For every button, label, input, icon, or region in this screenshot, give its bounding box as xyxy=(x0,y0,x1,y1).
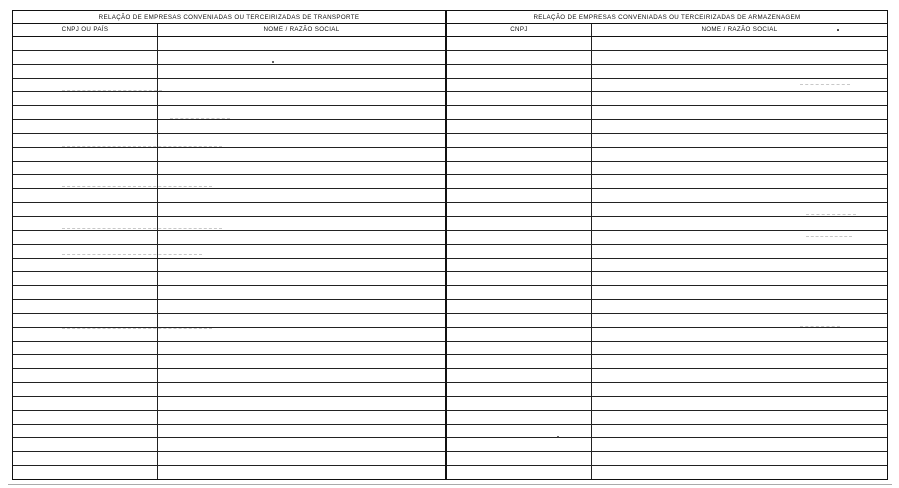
transport-table-row xyxy=(13,272,445,286)
transport-cnpj-cell[interactable] xyxy=(13,300,158,313)
storage-name-cell[interactable] xyxy=(592,120,887,133)
transport-table-row xyxy=(13,106,445,120)
transport-name-cell[interactable] xyxy=(158,51,445,64)
storage-cnpj-cell[interactable] xyxy=(447,162,592,175)
storage-cnpj-cell[interactable] xyxy=(447,65,592,78)
transport-name-cell[interactable] xyxy=(158,300,445,313)
storage-name-cell[interactable] xyxy=(592,452,887,465)
transport-name-cell[interactable] xyxy=(158,355,445,368)
transport-name-cell[interactable] xyxy=(158,134,445,147)
storage-name-cell[interactable] xyxy=(592,397,887,410)
transport-name-cell[interactable] xyxy=(158,452,445,465)
storage-cnpj-cell[interactable] xyxy=(447,245,592,258)
transport-cnpj-cell[interactable] xyxy=(13,37,158,50)
transport-name-cell[interactable] xyxy=(158,383,445,396)
company-relations-form xyxy=(12,10,888,480)
transport-cnpj-cell[interactable] xyxy=(13,438,158,451)
storage-cnpj-cell[interactable] xyxy=(447,134,592,147)
storage-name-cell[interactable] xyxy=(592,438,887,451)
storage-table-row xyxy=(447,37,887,51)
storage-name-cell[interactable] xyxy=(592,259,887,272)
storage-column-header xyxy=(447,24,887,37)
transport-cnpj-cell[interactable] xyxy=(13,369,158,382)
transport-cnpj-cell[interactable] xyxy=(13,411,158,424)
transport-cnpj-cell[interactable] xyxy=(13,355,158,368)
scan-speck xyxy=(557,436,559,438)
storage-cnpj-cell[interactable] xyxy=(447,369,592,382)
storage-name-cell[interactable] xyxy=(592,383,887,396)
scan-speck xyxy=(272,61,274,63)
transport-table-row xyxy=(13,342,445,356)
transport-name-cell[interactable] xyxy=(158,245,445,258)
transport-table-row xyxy=(13,245,445,259)
storage-cnpj-cell[interactable] xyxy=(447,259,592,272)
storage-name-cell[interactable] xyxy=(592,134,887,147)
storage-table-row xyxy=(447,79,887,93)
storage-cnpj-cell[interactable] xyxy=(447,272,592,285)
storage-name-cell[interactable] xyxy=(592,148,887,161)
storage-table-row xyxy=(447,217,887,231)
storage-table-row xyxy=(447,452,887,466)
transport-name-cell[interactable] xyxy=(158,79,445,92)
transport-table-row xyxy=(13,411,445,425)
storage-cnpj-cell[interactable] xyxy=(447,217,592,230)
storage-cnpj-cell[interactable] xyxy=(447,106,592,119)
transport-table-row xyxy=(13,189,445,203)
transport-table-row xyxy=(13,300,445,314)
storage-table-row xyxy=(447,65,887,79)
storage-name-cell[interactable] xyxy=(592,425,887,438)
transport-cnpj-cell[interactable] xyxy=(13,286,158,299)
transport-table-row xyxy=(13,217,445,231)
storage-cnpj-cell[interactable] xyxy=(447,355,592,368)
storage-table-row xyxy=(447,106,887,120)
storage-cnpj-cell[interactable] xyxy=(447,203,592,216)
transport-name-cell[interactable] xyxy=(158,189,445,202)
transport-table-row xyxy=(13,51,445,65)
transport-table-row xyxy=(13,466,445,479)
storage-name-cell[interactable] xyxy=(592,92,887,105)
transport-section-title: RELAÇÃO DE EMPRESAS CONVENIADAS OU TERCEIRIZADAS DE TRANSPORTE xyxy=(13,11,445,24)
storage-name-cell[interactable] xyxy=(592,217,887,230)
transport-cnpj-cell[interactable] xyxy=(13,189,158,202)
transport-cnpj-cell[interactable] xyxy=(13,148,158,161)
transport-cnpj-cell[interactable] xyxy=(13,92,158,105)
storage-table-row xyxy=(447,162,887,176)
transport-name-cell[interactable] xyxy=(158,328,445,341)
transport-table-row xyxy=(13,328,445,342)
storage-table-row xyxy=(447,231,887,245)
storage-table-row xyxy=(447,272,887,286)
transport-table-row xyxy=(13,369,445,383)
storage-table-row xyxy=(447,189,887,203)
transport-name-cell[interactable] xyxy=(158,286,445,299)
transport-cnpj-cell[interactable] xyxy=(13,106,158,119)
transport-name-cell[interactable] xyxy=(158,369,445,382)
transport-table-row xyxy=(13,397,445,411)
storage-name-cell[interactable] xyxy=(592,355,887,368)
storage-cnpj-cell[interactable] xyxy=(447,438,592,451)
transport-name-cell[interactable] xyxy=(158,342,445,355)
transport-table-row xyxy=(13,314,445,328)
storage-section-title: RELAÇÃO DE EMPRESAS CONVENIADAS OU TERCEIRIZADAS DE ARMAZENAGEM xyxy=(447,11,887,24)
storage-cnpj-cell[interactable] xyxy=(447,383,592,396)
transport-table-row xyxy=(13,148,445,162)
storage-cnpj-cell[interactable] xyxy=(447,79,592,92)
storage-name-cell[interactable] xyxy=(592,65,887,78)
transport-cnpj-cell[interactable] xyxy=(13,425,158,438)
transport-cnpj-cell[interactable] xyxy=(13,383,158,396)
storage-cnpj-cell[interactable] xyxy=(447,300,592,313)
transport-table-row xyxy=(13,286,445,300)
storage-cnpj-cell[interactable] xyxy=(447,51,592,64)
storage-name-cell[interactable] xyxy=(592,175,887,188)
transport-table-row xyxy=(13,134,445,148)
transport-cnpj-cell[interactable] xyxy=(13,203,158,216)
transport-column-header xyxy=(13,24,445,37)
storage-name-header: NOME / RAZÃO SOCIAL xyxy=(701,26,778,33)
transport-cnpj-cell[interactable] xyxy=(13,466,158,479)
transport-cnpj-cell[interactable] xyxy=(13,162,158,175)
storage-name-cell[interactable] xyxy=(592,272,887,285)
storage-table-row xyxy=(447,51,887,65)
transport-name-cell[interactable] xyxy=(158,425,445,438)
transport-table-row xyxy=(13,355,445,369)
transport-cnpj-cell[interactable] xyxy=(13,397,158,410)
transport-name-cell[interactable] xyxy=(158,397,445,410)
storage-cnpj-cell[interactable] xyxy=(447,148,592,161)
transport-table-row xyxy=(13,175,445,189)
storage-name-cell[interactable] xyxy=(592,189,887,202)
storage-table-row xyxy=(447,148,887,162)
storage-cnpj-cell[interactable] xyxy=(447,397,592,410)
storage-table-row xyxy=(447,259,887,273)
storage-table-row xyxy=(447,425,887,439)
storage-cnpj-cell[interactable] xyxy=(447,425,592,438)
transport-cnpj-cell[interactable] xyxy=(13,452,158,465)
transport-cnpj-cell[interactable] xyxy=(13,259,158,272)
transport-cnpj-cell[interactable] xyxy=(13,175,158,188)
storage-name-cell[interactable] xyxy=(592,37,887,50)
transport-cnpj-cell[interactable] xyxy=(13,342,158,355)
transport-table-row xyxy=(13,79,445,93)
transport-name-cell[interactable] xyxy=(158,217,445,230)
transport-name-cell[interactable] xyxy=(158,162,445,175)
storage-name-cell[interactable] xyxy=(592,79,887,92)
storage-name-cell[interactable] xyxy=(592,466,887,479)
transport-section xyxy=(13,11,447,479)
transport-name-cell[interactable] xyxy=(158,65,445,78)
transport-table-row xyxy=(13,231,445,245)
transport-table-row xyxy=(13,37,445,51)
storage-name-cell[interactable] xyxy=(592,314,887,327)
transport-cnpj-cell[interactable] xyxy=(13,79,158,92)
transport-cnpj-cell[interactable] xyxy=(13,314,158,327)
storage-cnpj-cell[interactable] xyxy=(447,175,592,188)
storage-table-row xyxy=(447,203,887,217)
storage-name-cell[interactable] xyxy=(592,369,887,382)
transport-table-row xyxy=(13,259,445,273)
storage-name-cell[interactable] xyxy=(592,106,887,119)
storage-name-cell[interactable] xyxy=(592,342,887,355)
storage-cnpj-cell[interactable] xyxy=(447,314,592,327)
storage-table-row xyxy=(447,175,887,189)
storage-table-row xyxy=(447,342,887,356)
transport-name-cell[interactable] xyxy=(158,92,445,105)
transport-name-cell[interactable] xyxy=(158,438,445,451)
storage-table-row xyxy=(447,328,887,342)
storage-name-cell[interactable] xyxy=(592,203,887,216)
storage-table-row xyxy=(447,369,887,383)
transport-name-cell[interactable] xyxy=(158,259,445,272)
transport-cnpj-cell[interactable] xyxy=(13,217,158,230)
transport-name-cell[interactable] xyxy=(158,106,445,119)
transport-name-cell[interactable] xyxy=(158,466,445,479)
transport-name-cell[interactable] xyxy=(158,203,445,216)
storage-table-row xyxy=(447,438,887,452)
storage-table-row xyxy=(447,411,887,425)
transport-name-cell[interactable] xyxy=(158,314,445,327)
transport-cnpj-cell[interactable] xyxy=(13,245,158,258)
transport-table-row xyxy=(13,65,445,79)
transport-cnpj-cell[interactable] xyxy=(13,51,158,64)
transport-name-header: NOME / RAZÃO SOCIAL xyxy=(263,26,340,33)
storage-table-row xyxy=(447,355,887,369)
transport-table-row xyxy=(13,438,445,452)
transport-table-row xyxy=(13,120,445,134)
transport-table-row xyxy=(13,452,445,466)
transport-table-row xyxy=(13,203,445,217)
transport-name-cell[interactable] xyxy=(158,231,445,244)
transport-name-cell[interactable] xyxy=(158,175,445,188)
storage-name-cell[interactable] xyxy=(592,328,887,341)
transport-name-cell[interactable] xyxy=(158,37,445,50)
storage-cnpj-cell[interactable] xyxy=(447,466,592,479)
storage-cnpj-cell[interactable] xyxy=(447,411,592,424)
scan-speck xyxy=(837,29,839,31)
storage-cnpj-cell[interactable] xyxy=(447,286,592,299)
storage-name-cell[interactable] xyxy=(592,51,887,64)
storage-cnpj-cell[interactable] xyxy=(447,328,592,341)
transport-cnpj-cell[interactable] xyxy=(13,120,158,133)
transport-cnpj-cell[interactable] xyxy=(13,272,158,285)
storage-table-row xyxy=(447,120,887,134)
transport-rows xyxy=(13,37,445,479)
storage-table-row xyxy=(447,92,887,106)
transport-table-row xyxy=(13,425,445,439)
storage-cnpj-cell[interactable] xyxy=(447,189,592,202)
transport-cnpj-cell[interactable] xyxy=(13,231,158,244)
storage-name-cell[interactable] xyxy=(592,162,887,175)
storage-cnpj-cell[interactable] xyxy=(447,231,592,244)
transport-cnpj-cell[interactable] xyxy=(13,65,158,78)
storage-rows xyxy=(447,37,887,479)
storage-table-row xyxy=(447,466,887,479)
storage-cnpj-cell[interactable] xyxy=(447,92,592,105)
transport-table-row xyxy=(13,162,445,176)
storage-cnpj-cell[interactable] xyxy=(447,452,592,465)
storage-name-cell[interactable] xyxy=(592,286,887,299)
storage-table-row xyxy=(447,383,887,397)
transport-name-cell[interactable] xyxy=(158,411,445,424)
transport-name-cell[interactable] xyxy=(158,272,445,285)
storage-name-cell[interactable] xyxy=(592,245,887,258)
storage-cnpj-cell[interactable] xyxy=(447,120,592,133)
transport-table-row xyxy=(13,92,445,106)
storage-name-cell[interactable] xyxy=(592,231,887,244)
storage-name-cell[interactable] xyxy=(592,300,887,313)
storage-cnpj-cell[interactable] xyxy=(447,37,592,50)
transport-cnpj-cell[interactable] xyxy=(13,134,158,147)
storage-table-row xyxy=(447,134,887,148)
storage-cnpj-header: CNPJ xyxy=(447,24,592,36)
transport-cnpj-header: CNPJ OU PAÍS xyxy=(13,24,158,36)
storage-table-row xyxy=(447,300,887,314)
transport-table-row xyxy=(13,383,445,397)
storage-table-row xyxy=(447,314,887,328)
storage-name-cell[interactable] xyxy=(592,411,887,424)
transport-name-cell[interactable] xyxy=(158,148,445,161)
storage-cnpj-cell[interactable] xyxy=(447,342,592,355)
transport-cnpj-cell[interactable] xyxy=(13,328,158,341)
storage-section xyxy=(447,11,887,479)
page-bottom-rule xyxy=(8,484,892,485)
storage-table-row xyxy=(447,245,887,259)
storage-table-row xyxy=(447,286,887,300)
storage-table-row xyxy=(447,397,887,411)
transport-name-cell[interactable] xyxy=(158,120,445,133)
